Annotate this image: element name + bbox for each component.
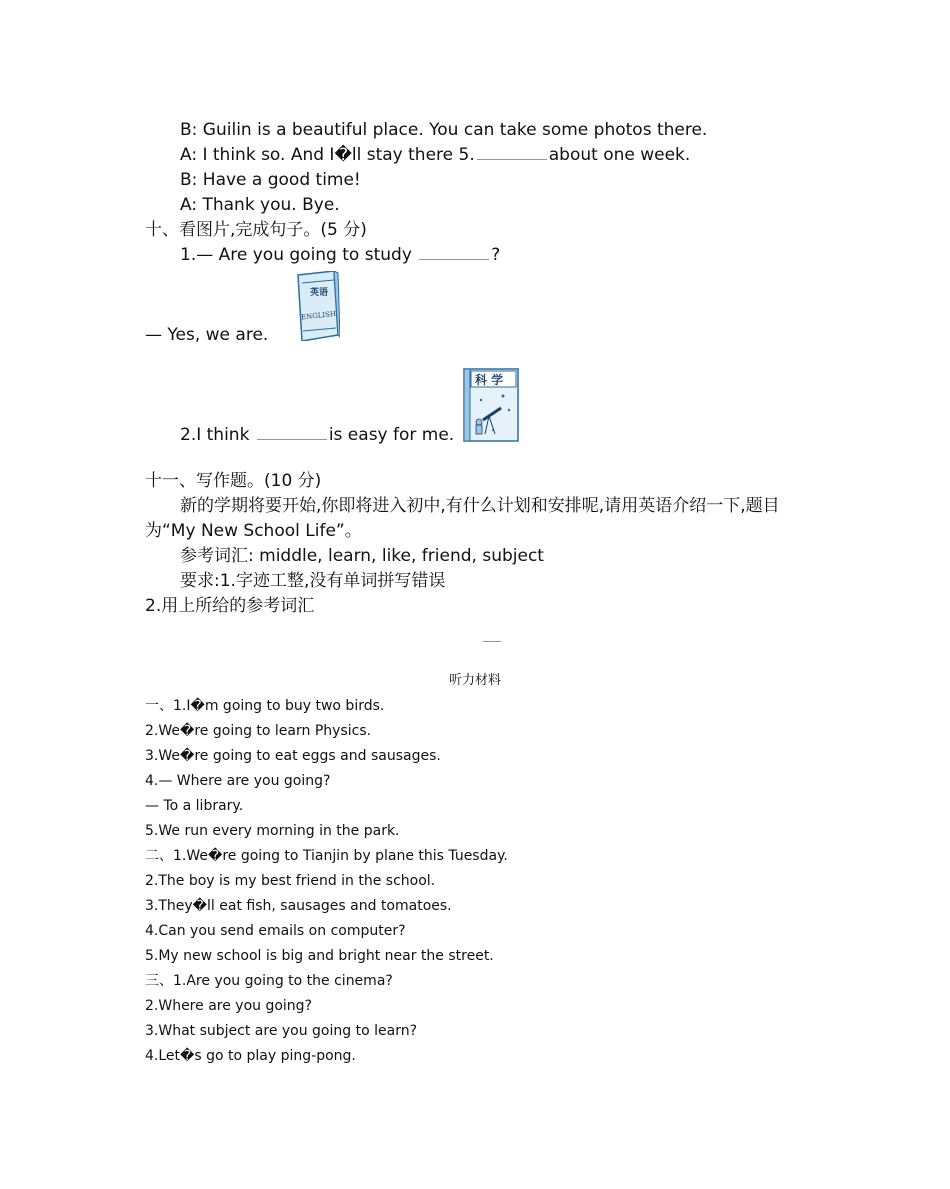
- listening-line: 三、1.Are you going to the cinema?: [145, 973, 393, 989]
- section-11-heading: 十一、写作题。(10 分): [145, 471, 322, 491]
- listening-title: 听力材料: [448, 673, 501, 688]
- writing-prompt-line-2: 为“My New School Life”。: [145, 521, 362, 541]
- dialogue-line-1: B: Guilin is a beautiful place. You can take some photos there.: [180, 120, 708, 140]
- question-10-1-mark: ?: [491, 245, 501, 265]
- writing-answer-line[interactable]: [483, 641, 501, 642]
- answer-blank-5[interactable]: [477, 145, 547, 160]
- question-10-2-end: is easy for me.: [328, 425, 455, 445]
- question-10-2: [180, 424, 454, 446]
- writing-prompt-line-1: 新的学期将要开始,你即将进入初中,有什么计划和安排呢,请用英语介绍一下,题目: [180, 496, 780, 516]
- dialogue-line-2-start: A: I think so. And I�ll stay there 5.: [180, 145, 475, 165]
- listening-line: 2.The boy is my best friend in the school.: [145, 873, 436, 889]
- question-10-1-answer: — Yes, we are.: [145, 325, 269, 345]
- writing-requirement-2: 2.用上所给的参考词汇: [145, 596, 315, 616]
- question-10-1-text: 1.— Are you going to study: [180, 245, 412, 265]
- listening-line: 2.Where are you going?: [145, 998, 312, 1014]
- dialogue-line-3: B: Have a good time!: [180, 170, 361, 190]
- listening-line: 3.What subject are you going to learn?: [145, 1023, 418, 1039]
- dialogue-line-4: A: Thank you. Bye.: [180, 195, 340, 215]
- listening-line: 4.Let�s go to play ping-pong.: [145, 1048, 356, 1064]
- listening-line: 3.We�re going to eat eggs and sausages.: [145, 748, 441, 764]
- listening-line: 5.My new school is big and bright near the street.: [145, 948, 494, 964]
- question-10-2-start: 2.I think: [180, 425, 250, 445]
- answer-blank-10-2[interactable]: [257, 425, 327, 440]
- listening-line: — To a library.: [145, 798, 244, 814]
- listening-line: 3.They�ll eat fish, sausages and tomatoes.: [145, 898, 452, 914]
- english-book-cn-label: 英语: [310, 288, 329, 298]
- listening-line: 4.Can you send emails on computer?: [145, 923, 406, 939]
- listening-line: 4.— Where are you going?: [145, 773, 331, 789]
- writing-requirement-1: 要求:1.字迹工整,没有单词拼写错误: [180, 571, 446, 591]
- listening-line: 2.We�re going to learn Physics.: [145, 723, 372, 739]
- writing-vocab: 参考词汇: middle, learn, like, friend, subject: [180, 546, 544, 566]
- science-book-image: [463, 368, 519, 442]
- english-book-image: [296, 271, 340, 341]
- listening-line: 5.We run every morning in the park.: [145, 823, 400, 839]
- english-book-en-label: ENGLISH: [300, 309, 337, 322]
- listening-line: 二、1.We�re going to Tianjin by plane this Tuesday.: [145, 848, 508, 864]
- dialogue-line-2: [180, 144, 690, 166]
- dialogue-line-2-end: about one week.: [548, 145, 691, 165]
- listening-line: 一、1.I�m going to buy two birds.: [145, 698, 385, 714]
- science-book-label: 科 学: [475, 373, 504, 387]
- answer-blank-10-1[interactable]: [419, 245, 489, 260]
- section-10-heading: 十、看图片,完成句子。(5 分): [145, 220, 367, 240]
- question-10-1: [180, 244, 500, 266]
